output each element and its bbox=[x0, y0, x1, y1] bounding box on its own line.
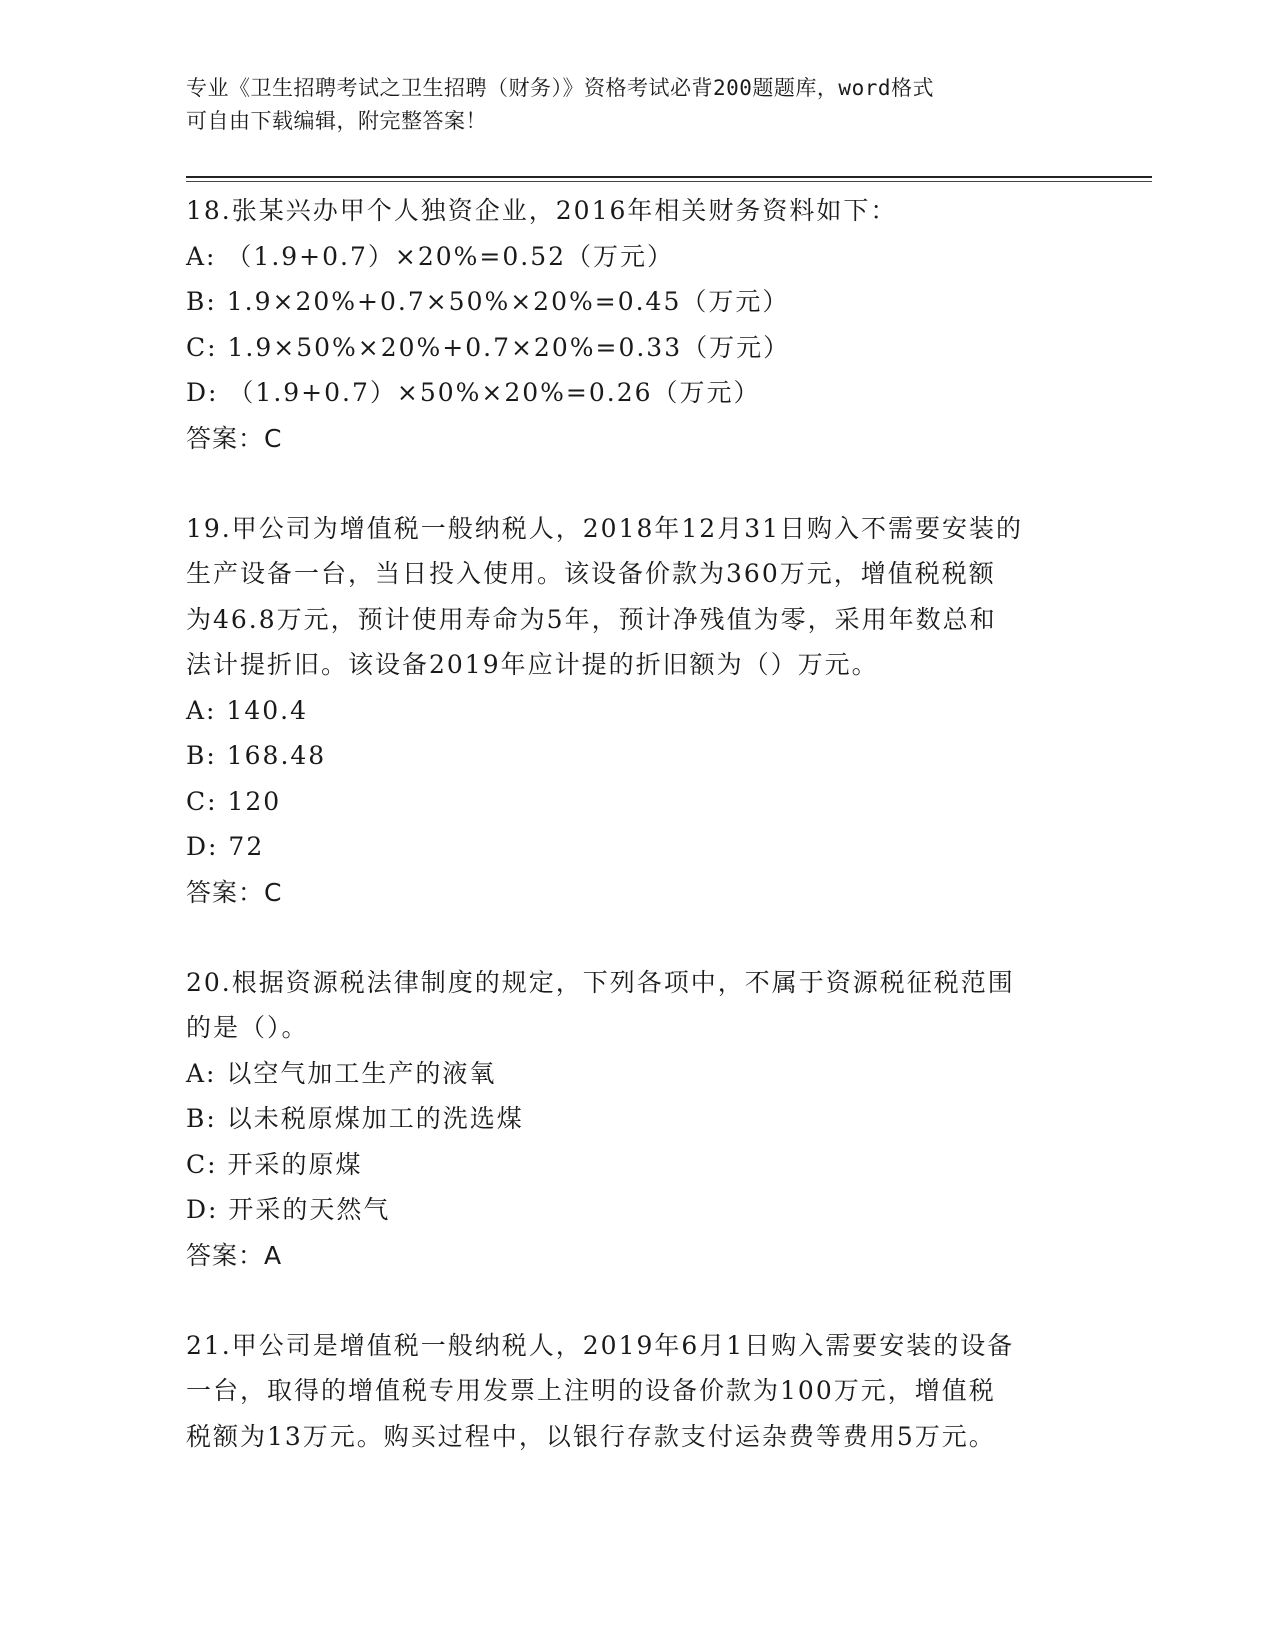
header-divider-thin bbox=[186, 181, 1152, 182]
header-line-2: 可自由下载编辑，附完整答案！ bbox=[186, 109, 487, 133]
question-stem-line-2: 一台，取得的增值税专用发票上注明的设备价款为100万元，增值税 bbox=[186, 1376, 996, 1405]
option-c: C: 1.9×50%×20%+0.7×20%=0.33（万元） bbox=[186, 332, 791, 362]
question-stem-line-2: 生产设备一台，当日投入使用。该设备价款为360万元，增值税税额 bbox=[186, 559, 996, 588]
header-divider-thick bbox=[186, 176, 1152, 178]
header-line-1: 专业《卫生招聘考试之卫生招聘（财务）》资格考试必背200题题库，word格式 bbox=[186, 76, 934, 100]
answer: 答案：C bbox=[186, 877, 283, 907]
question-stem-line-4: 法计提折旧。该设备2019年应计提的折旧额为（）万元。 bbox=[186, 650, 879, 679]
option-a: A: 140.4 bbox=[186, 695, 308, 725]
option-b: B: 168.48 bbox=[186, 741, 327, 770]
option-b: B: 1.9×20%+0.7×50%×20%=0.45（万元） bbox=[186, 287, 790, 316]
option-d: D: （1.9+0.7）×50%×20%=0.26（万元） bbox=[186, 378, 761, 407]
option-b: B: 以未税原煤加工的洗选煤 bbox=[186, 1104, 524, 1133]
question-stem-line-1: 20.根据资源税法律制度的规定，下列各项中，不属于资源税征税范围 bbox=[186, 967, 1015, 997]
option-a: A: （1.9+0.7）×20%=0.52（万元） bbox=[186, 241, 675, 271]
option-c: C: 开采的原煤 bbox=[186, 1149, 363, 1179]
question-stem-line-1: 21.甲公司是增值税一般纳税人，2019年6月1日购入需要安装的设备 bbox=[186, 1330, 1015, 1360]
answer: 答案：C bbox=[186, 423, 283, 453]
question-list bbox=[186, 188, 1086, 1503]
answer: 答案：A bbox=[186, 1240, 283, 1270]
question-20 bbox=[186, 960, 1086, 1279]
option-d: D: 开采的天然气 bbox=[186, 1195, 391, 1224]
option-a: A: 以空气加工生产的液氧 bbox=[186, 1058, 497, 1088]
option-c: C: 120 bbox=[186, 786, 282, 816]
option-d: D: 72 bbox=[186, 832, 265, 861]
question-stem-line-3: 税额为13万元。购买过程中，以银行存款支付运杂费等费用5万元。 bbox=[186, 1421, 996, 1451]
question-18 bbox=[186, 188, 1086, 462]
question-stem-line-1: 19.甲公司为增值税一般纳税人，2018年12月31日购入不需要安装的 bbox=[186, 513, 1024, 543]
question-stem-line-2: 的是（）。 bbox=[186, 1013, 309, 1042]
page-header bbox=[186, 72, 1066, 138]
question-19 bbox=[186, 506, 1086, 916]
question-stem: 18.张某兴办甲个人独资企业，2016年相关财务资料如下： bbox=[186, 196, 898, 225]
question-stem-line-3: 为46.8万元，预计使用寿命为5年，预计净残值为零，采用年数总和 bbox=[186, 604, 997, 634]
question-21 bbox=[186, 1323, 1086, 1460]
